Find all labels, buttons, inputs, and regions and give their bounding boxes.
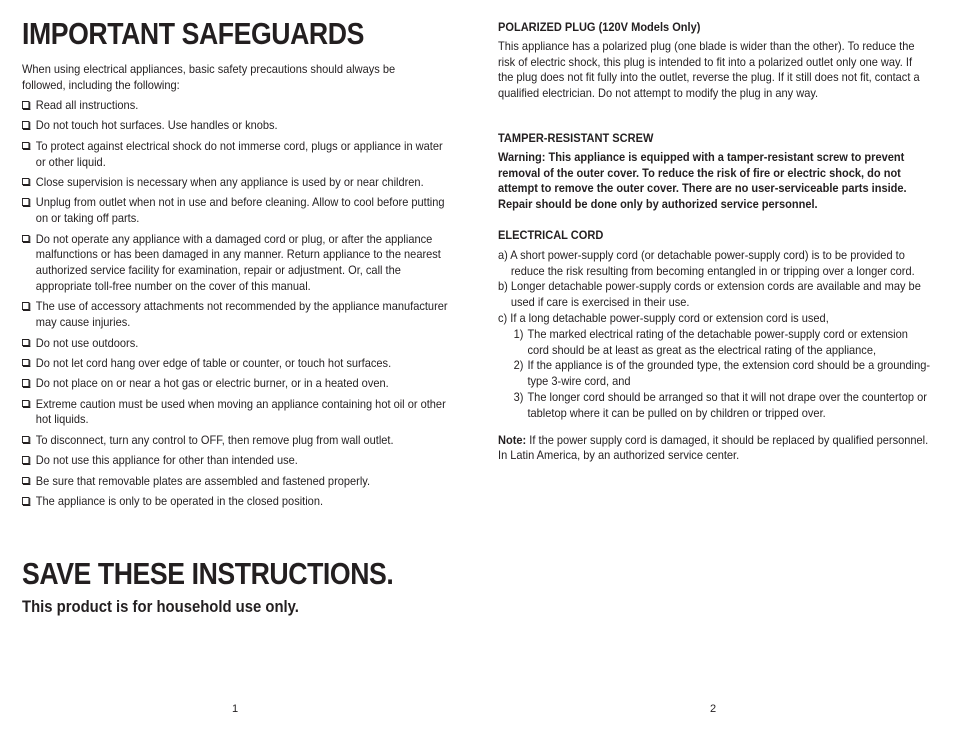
cord-note (498, 433, 930, 465)
safeguard-item (22, 175, 454, 191)
safeguard-text: To disconnect, turn any control to OFF, then remove plug from wall outlet. (35, 432, 394, 447)
cord-item-c: c) If a long detachable power-supply cord or extension cord is used, (498, 310, 829, 325)
checkbox-icon (22, 400, 29, 408)
cord-item-a: a) A short power-supply cord (or detachable power-supply cord) is to be provided to reduce the risk resulting from becoming entangled in or tripping over a longer cord. (498, 247, 915, 278)
safeguard-item (22, 356, 454, 372)
safeguard-item (22, 397, 454, 429)
safeguard-text: The appliance is only to be operated in the closed position. (35, 494, 324, 509)
tamper-warning: Warning: This appliance is equipped with a tamper-resistant screw to prevent removal of the outer cover. To reduce the risk of fire or electric shock, do not attempt to remove the outer cover. There are no user-serviceable parts inside. Repair should be done only by authorized service personnel. (498, 149, 907, 212)
checkbox-icon (22, 359, 29, 367)
safeguard-text: To protect against electrical shock do not immerse cord, plugs or appliance in water or other liquid. (35, 138, 443, 169)
safeguard-text: Do not touch hot surfaces. Use handles or knobs. (35, 118, 278, 133)
polarized-heading: POLARIZED PLUG (120V Models Only) (498, 20, 701, 34)
checkbox-icon (22, 235, 29, 243)
cord-section (498, 228, 930, 464)
safeguard-text: Do not operate any appliance with a damaged cord or plug, or after the appliance malfunctions or has been damaged in any manner. Return appliance to the nearest authorized service facility for examination, repair or adjustment. Or, call the appropriate toll-free number on the cover of this manual. (35, 231, 441, 293)
checkbox-icon (22, 477, 29, 485)
safeguard-item (22, 232, 454, 295)
checkbox-icon (22, 198, 29, 206)
save-instructions-title: SAVE THESE INSTRUCTIONS. (22, 556, 394, 591)
checkbox-icon (22, 302, 29, 310)
tamper-heading: TAMPER-RESISTANT SCREW (498, 131, 654, 145)
cord-item-b: b) Longer detachable power-supply cords or extension cords are available and may be used if care is exercised in their use. (498, 279, 921, 310)
cord-heading: ELECTRICAL CORD (498, 228, 604, 242)
safeguard-text: Do not place on or near a hot gas or electric burner, or in a heated oven. (35, 376, 389, 391)
safeguard-text: Do not use this appliance for other than intended use. (35, 453, 298, 468)
safeguard-item (22, 299, 454, 331)
safeguard-item (22, 98, 454, 114)
sub-item-text: If the appliance is of the grounded type, the extension cord should be a grounding-type 3-wire cord, and (527, 358, 931, 389)
checkbox-icon (22, 121, 29, 129)
safeguard-item (22, 433, 454, 449)
sub-item-number: 2) (513, 358, 524, 373)
polarized-text: This appliance has a polarized plug (one blade is wider than the other). To reduce the risk of electric shock, this plug is intended to fit into a polarized outlet only one way. If the plug does not fit fully into the outlet, reverse the plug. If it still does not fit, contact a qualified electrician. Do not attempt to modify the plug in any way. (498, 38, 920, 101)
sub-item-text: The marked electrical rating of the detachable power-supply cord or extension cord should be at least as great as the electrical rating of the appliance, (527, 326, 908, 357)
cord-sub-item (498, 390, 930, 422)
safeguards-list (22, 98, 454, 514)
safeguard-item (22, 118, 454, 134)
household-note: This product is for household use only. (22, 598, 299, 616)
intro-text: When using electrical appliances, basic safety precautions should always be followed, including the following: (22, 62, 396, 92)
safeguard-text: Be sure that removable plates are assembled and fastened properly. (35, 473, 371, 488)
safeguard-text: Do not let cord hang over edge of table or counter, or touch hot surfaces. (35, 355, 392, 370)
page-number-left: 1 (232, 703, 239, 715)
safeguard-text: The use of accessory attachments not recommended by the appliance manufacturer may cause injuries. (35, 299, 448, 330)
checkbox-icon (22, 436, 29, 444)
safeguard-text: Unplug from outlet when not in use and before cleaning. Allow to cool before putting on or taking off parts. (35, 195, 445, 226)
checkbox-icon (22, 142, 29, 150)
checkbox-icon (22, 101, 29, 109)
checkbox-icon (22, 456, 29, 464)
safeguard-item (22, 336, 454, 352)
sub-item-number: 1) (513, 326, 524, 341)
polarized-section (498, 20, 930, 102)
safeguard-item (22, 494, 454, 510)
checkbox-icon (22, 339, 29, 347)
tamper-section (498, 131, 930, 213)
safeguard-text: Close supervision is necessary when any appliance is used by or near children. (35, 174, 424, 189)
safeguard-item (22, 474, 454, 490)
page-title: IMPORTANT SAFEGUARDS (22, 16, 364, 51)
cord-sub-item (498, 327, 930, 359)
sub-item-number: 3) (513, 389, 524, 404)
checkbox-icon (22, 178, 29, 186)
checkbox-icon (22, 497, 29, 505)
safeguard-item (22, 139, 454, 171)
safeguard-text: Read all instructions. (35, 98, 139, 112)
cord-sub-items (498, 327, 930, 422)
checkbox-icon (22, 379, 29, 387)
page-number-right: 2 (710, 703, 717, 715)
safeguard-item (22, 195, 454, 227)
cord-sub-item (498, 358, 930, 390)
safeguard-text: Extreme caution must be used when moving an appliance containing hot oil or other hot liquids. (35, 396, 446, 427)
note-text: If the power supply cord is damaged, it should be replaced by qualified personnel. In Latin America, by an authorized service center. (498, 432, 929, 463)
safeguard-item (22, 453, 454, 469)
sub-item-text: The longer cord should be arranged so that it will not drape over the countertop or tabletop where it can be pulled on by children or tripped over. (527, 389, 927, 420)
safeguard-text: Do not use outdoors. (35, 335, 139, 350)
note-label: Note: (498, 432, 527, 447)
safeguard-item (22, 376, 454, 392)
